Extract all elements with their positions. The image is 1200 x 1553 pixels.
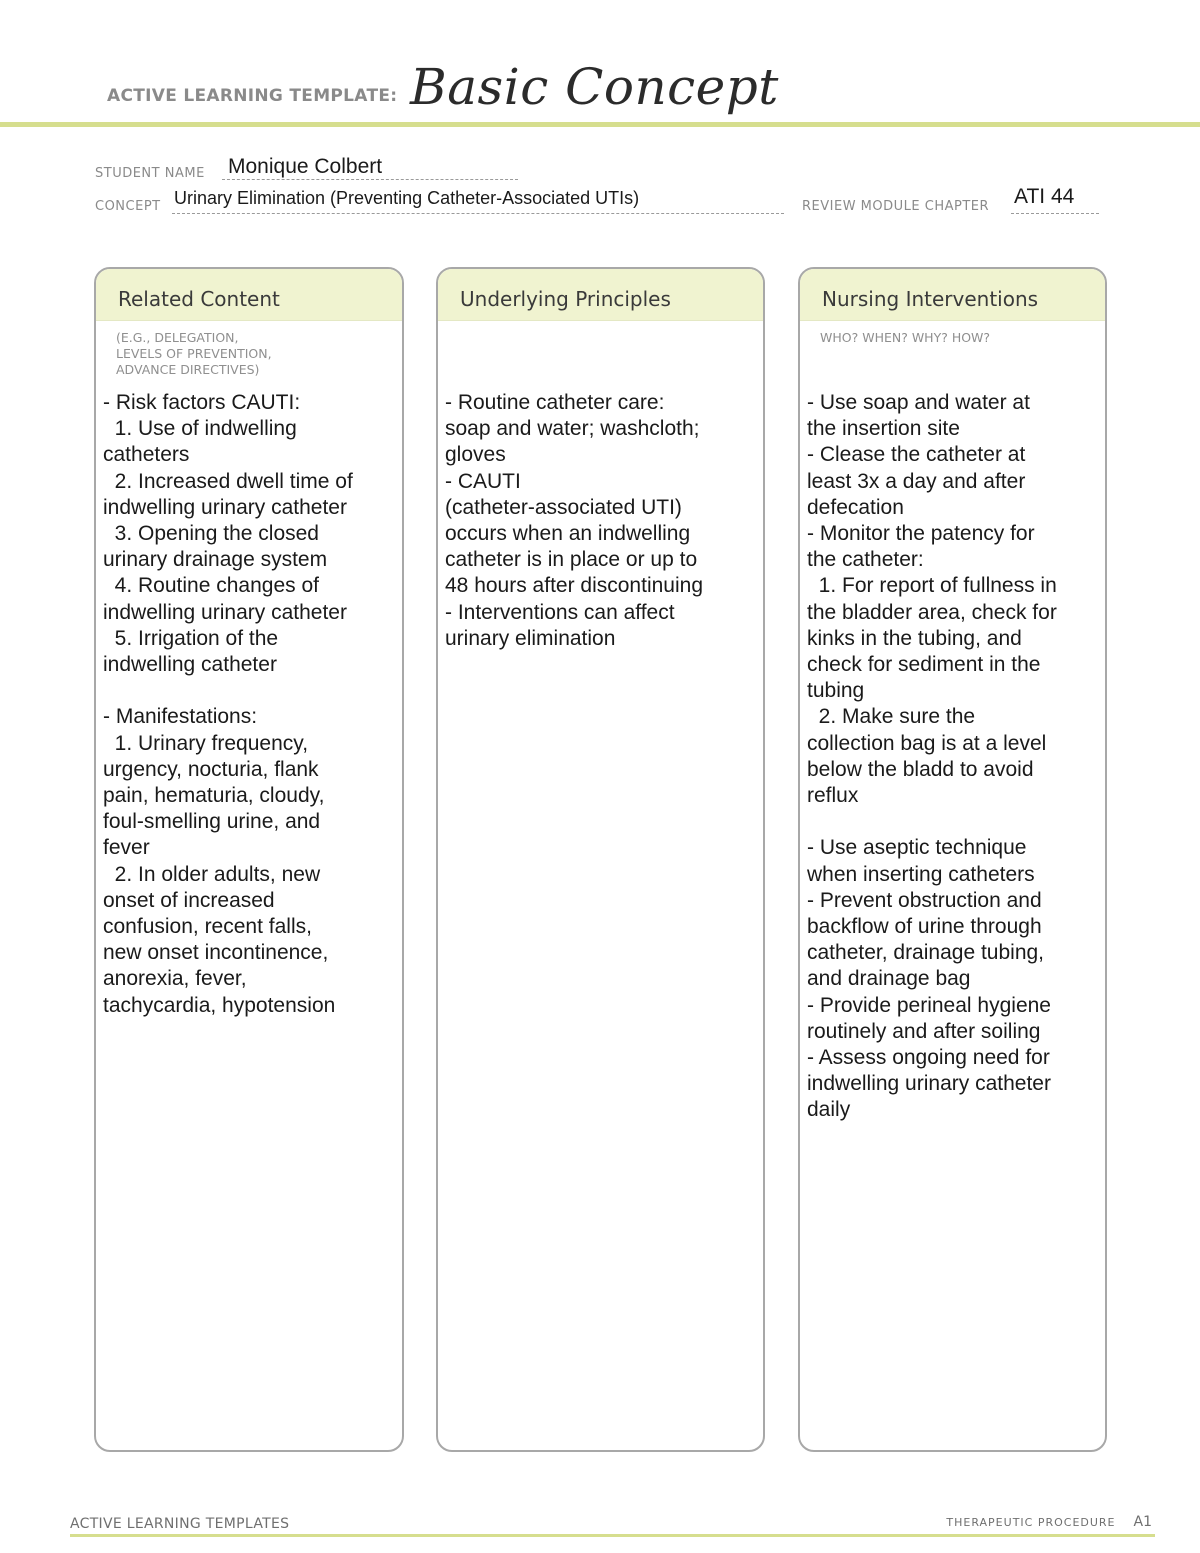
footer-right-group xyxy=(946,1514,1152,1530)
related-content-panel xyxy=(94,267,404,1452)
page-title: Basic Concept xyxy=(410,58,779,116)
underlying-principles-title: Underlying Principles xyxy=(438,269,763,321)
review-module-label: REVIEW MODULE CHAPTER xyxy=(802,199,990,214)
related-content-body[interactable]: - Risk factors CAUTI: 1. Use of indwelling catheters 2. Increased dwell time of indwelling urinary catheter 3. Opening the closed urinary drainage system 4. Routine changes of indwelling urinary catheter 5. Irrigation of the indwelling catheter - Manifestations: 1. Urinary frequency, urgency, nocturia, flank pain, hematuria, cloudy, foul-smelling urine, and fever 2. In older adults, new onset of increased confusion, recent falls, new onset incontinence, anorexia, fever, tachycardia, hypotension xyxy=(103,391,353,1017)
nursing-interventions-title: Nursing Interventions xyxy=(800,269,1105,321)
student-name-field[interactable]: Monique Colbert xyxy=(228,155,383,178)
footer-page-number: A1 xyxy=(1133,1514,1152,1530)
nursing-interventions-panel xyxy=(798,267,1107,1452)
student-name-underline xyxy=(222,179,518,180)
header-divider xyxy=(0,122,1200,127)
concept-field[interactable]: Urinary Elimination (Preventing Catheter-Associated UTIs) xyxy=(174,188,640,208)
footer-label: ACTIVE LEARNING TEMPLATES xyxy=(70,1516,290,1532)
underlying-principles-panel xyxy=(436,267,765,1452)
nursing-interventions-body[interactable]: - Use soap and water at the insertion site - Clease the catheter at least 3x a day and after defecation - Monitor the patency for the catheter: 1. For report of fullness in the bladder area, check for kinks in the tubing, and check for sediment in the tubing 2. Make sure the collection bag is at a level below the bladd to avoid reflux - Use aseptic technique when inserting catheters - Prevent obstruction and backflow of urine through catheter, drainage tubing, and drainage bag - Provide perineal hygiene routinely and after soiling - Assess ongoing need for indwelling urinary catheter daily xyxy=(807,391,1057,1122)
concept-underline xyxy=(172,213,784,214)
footer-divider xyxy=(70,1534,1155,1537)
student-name-label: STUDENT NAME xyxy=(95,166,205,181)
review-module-underline xyxy=(1011,213,1099,214)
nursing-interventions-subtitle: WHO? WHEN? WHY? HOW? xyxy=(820,330,991,345)
related-content-title: Related Content xyxy=(96,269,402,321)
concept-label: CONCEPT xyxy=(95,199,161,214)
template-label: ACTIVE LEARNING TEMPLATE: xyxy=(107,86,398,106)
footer-category: THERAPEUTIC PROCEDURE xyxy=(946,1516,1116,1529)
review-module-field[interactable]: ATI 44 xyxy=(1014,185,1075,208)
underlying-principles-body[interactable]: - Routine catheter care: soap and water; washcloth; gloves - CAUTI (catheter-associated UTI) occurs when an indwelling catheter is in place or up to 48 hours after discontinuing - Interventions can affect urinary elimination xyxy=(445,391,703,650)
related-content-subtitle: (E.G., DELEGATION, LEVELS OF PREVENTION, ADVANCE DIRECTIVES) xyxy=(116,330,272,377)
